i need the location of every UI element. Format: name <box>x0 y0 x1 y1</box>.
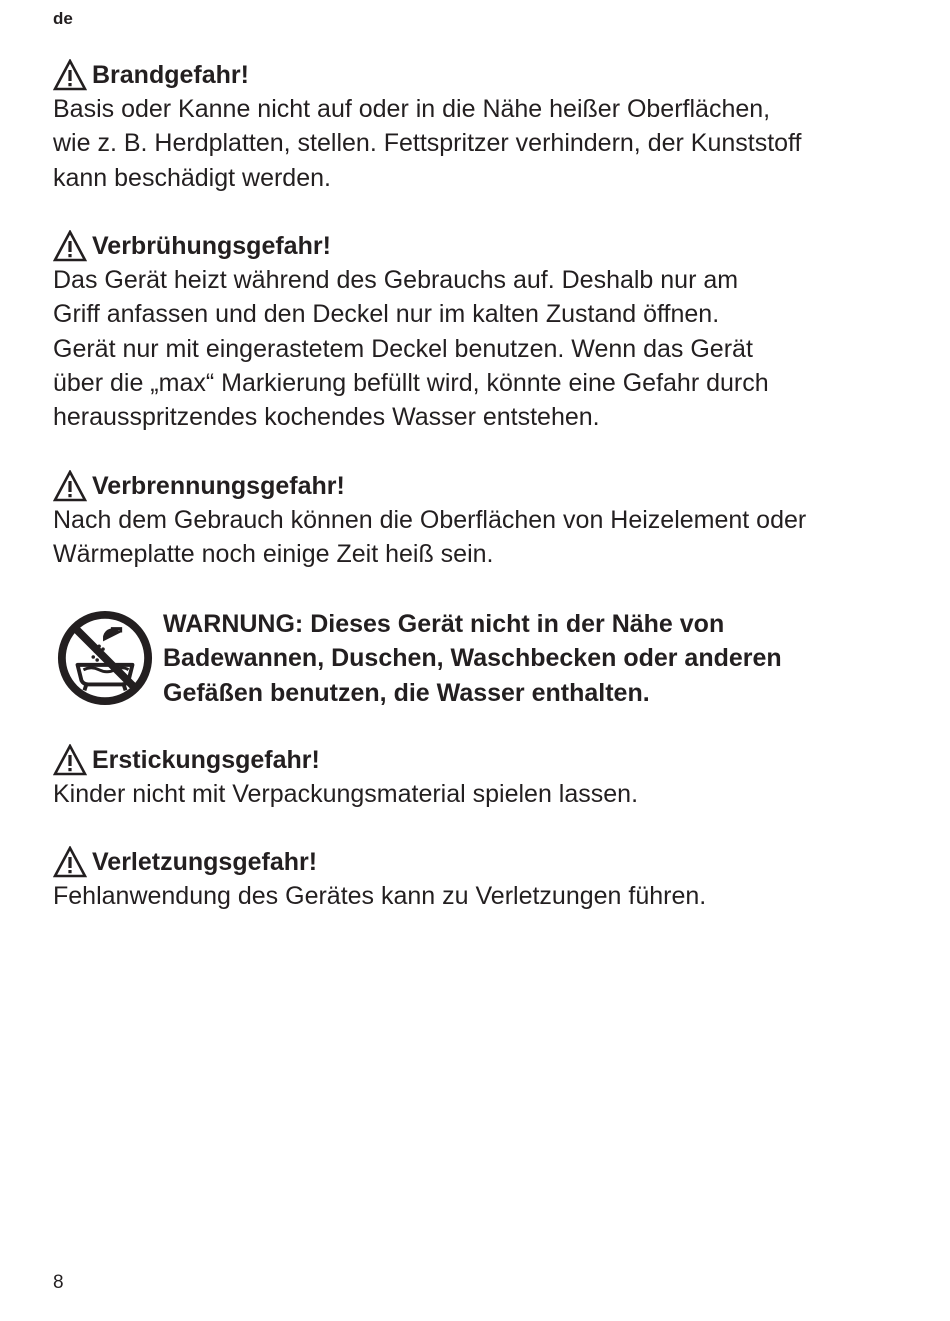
water-warning-text: WARNUNG: Dieses Gerät nicht in der Nähe von Badewannen, Duschen, Waschbecken oder anderen Gefäßen benutzen, die Wasser enthalten. <box>163 610 782 707</box>
warning-triangle-icon <box>53 744 87 776</box>
section-heading-text: Verbrühungsgefahr! <box>92 232 331 260</box>
no-bathtub-icon <box>56 609 154 707</box>
section-heading-text: Verletzungsgefahr! <box>92 848 318 876</box>
section-heading <box>53 58 913 92</box>
section-body: Nach dem Gebrauch können die Oberflächen von Heizelement oder Wärmeplatte noch einige Zeit heiß sein. <box>53 506 807 569</box>
warning-triangle-icon <box>53 470 87 502</box>
section-heading-text: Brandgefahr! <box>92 61 249 89</box>
section-body: Basis oder Kanne nicht auf oder in die Nähe heißer Oberflächen, wie z. B. Herdplatten, stellen. Fettspritzer verhindern, der Kunststoff kann beschädigt werden. <box>53 95 802 192</box>
warning-triangle-icon <box>53 230 87 262</box>
warning-section-suffocation <box>53 743 913 811</box>
section-heading <box>53 845 913 879</box>
section-heading <box>53 469 913 503</box>
section-body: Das Gerät heizt während des Gebrauchs auf. Deshalb nur am Griff anfassen und den Deckel nur im kalten Zustand öffnen. Gerät nur mit eingerastetem Deckel benutzen. Wenn das Gerät über die „max“ Markierung befüllt wird, könnte eine Gefahr durch herausspritzendes kochendes Wasser entstehen. <box>53 266 769 432</box>
warning-section-injury <box>53 845 913 913</box>
section-heading-text: Verbrennungsgefahr! <box>92 472 345 500</box>
section-heading <box>53 229 913 263</box>
warning-triangle-icon <box>53 59 87 91</box>
warning-triangle-icon <box>53 846 87 878</box>
section-heading <box>53 743 913 777</box>
warning-section-scald <box>53 229 913 434</box>
section-body: Fehlanwendung des Gerätes kann zu Verletzungen führen. <box>53 882 707 910</box>
section-heading-text: Erstickungsgefahr! <box>92 746 320 774</box>
warning-section-burn <box>53 469 913 572</box>
language-code: de <box>53 9 73 28</box>
warning-section-fire <box>53 58 913 195</box>
section-body: Kinder nicht mit Verpackungsmaterial spielen lassen. <box>53 780 639 808</box>
page-number: 8 <box>53 1272 64 1293</box>
